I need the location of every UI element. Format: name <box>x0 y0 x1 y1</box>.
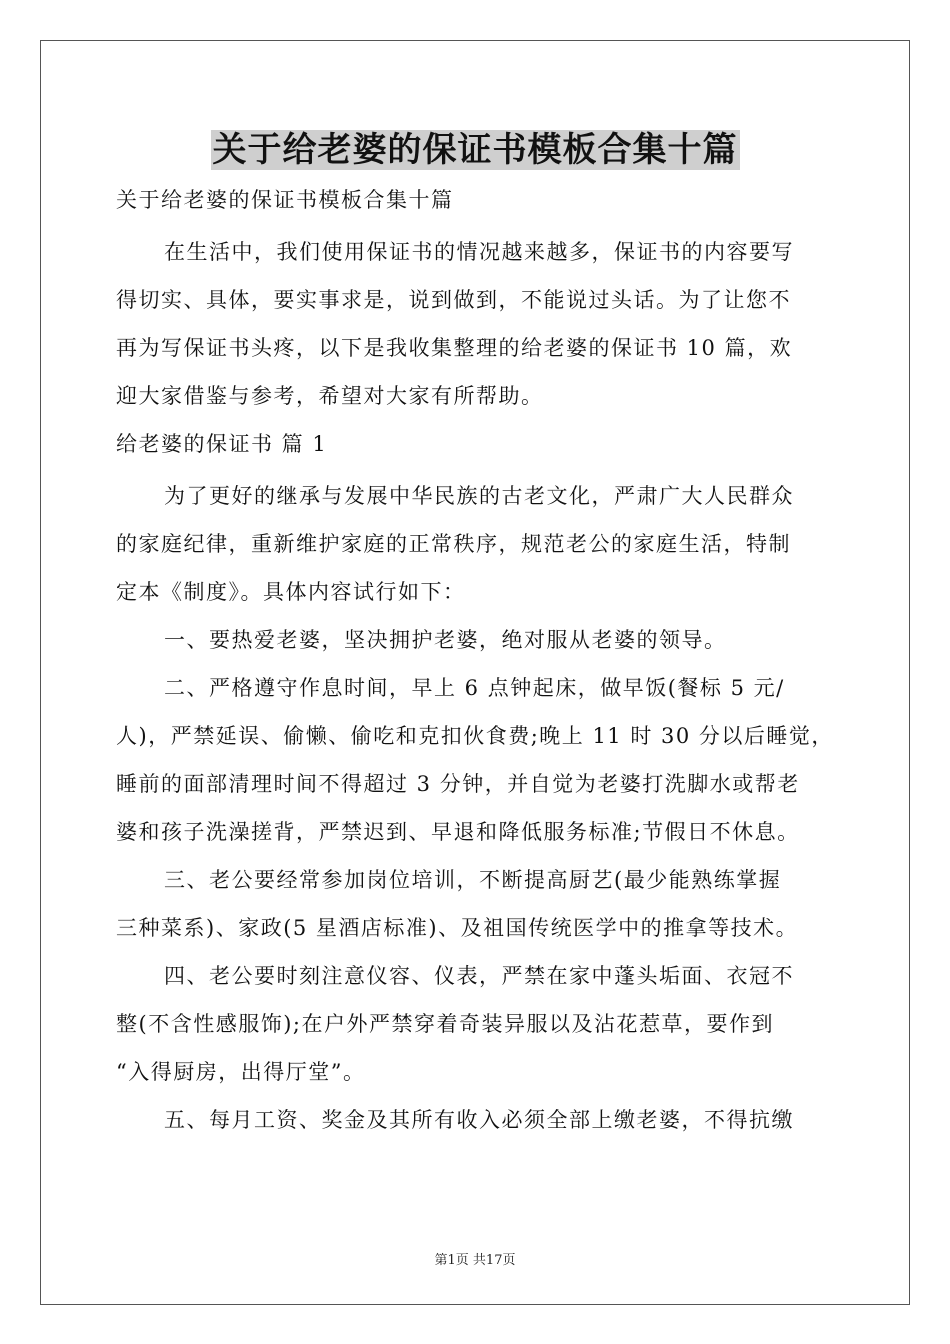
subtitle-line: 关于给老婆的保证书模板合集十篇 <box>116 188 454 212</box>
intro-paragraph-line-2: 得切实、具体，要实事求是，说到做到，不能说过头话。为了让您不 <box>116 288 791 312</box>
intro-paragraph-line-1: 在生活中，我们使用保证书的情况越来越多，保证书的内容要写 <box>164 240 794 264</box>
intro-paragraph-line-4: 迎大家借鉴与参考，希望对大家有所帮助。 <box>116 384 544 408</box>
rule-5-line-1: 五、每月工资、奖金及其所有收入必须全部上缴老婆，不得抗缴 <box>164 1108 794 1132</box>
page-number-footer: 第1页 共17页 <box>434 1253 516 1268</box>
document-body <box>116 176 838 1144</box>
document-title-text: 关于给老婆的保证书模板合集十篇 <box>212 130 738 170</box>
rule-4-line-1: 四、老公要时刻注意仪容、仪表，严禁在家中蓬头垢面、衣冠不 <box>164 964 794 988</box>
body-line-2: 的家庭纪律，重新维护家庭的正常秩序，规范老公的家庭生活，特制 <box>116 532 791 556</box>
rule-2-line-2: 人)，严禁延误、偷懒、偷吃和克扣伙食费;晚上 11 时 30 分以后睡觉， <box>116 724 834 748</box>
rule-1-line: 一、要热爱老婆，坚决拥护老婆，绝对服从老婆的领导。 <box>164 628 727 652</box>
rule-3-line-2: 三种菜系)、家政(5 星酒店标准)、及祖国传统医学中的推拿等技术。 <box>116 916 799 940</box>
document-title <box>0 128 950 172</box>
rule-4-line-3: “入得厨房，出得厅堂”。 <box>116 1060 366 1084</box>
intro-paragraph-line-3: 再为写保证书头疼，以下是我收集整理的给老婆的保证书 10 篇，欢 <box>116 336 793 360</box>
rule-2-line-4: 婆和孩子洗澡搓背，严禁迟到、早退和降低服务标准;节假日不休息。 <box>116 820 800 844</box>
rule-2-line-1: 二、严格遵守作息时间，早上 6 点钟起床，做早饭(餐标 5 元/ <box>164 676 785 700</box>
rule-4-line-2: 整(不含性感服饰);在户外严禁穿着奇装异服以及沾花惹草，要作到 <box>116 1012 774 1036</box>
body-line-3: 定本《制度》。具体内容试行如下： <box>116 580 466 604</box>
rule-3-line-1: 三、老公要经常参加岗位培训，不断提高厨艺(最少能熟练掌握 <box>164 868 782 892</box>
section-heading-1: 给老婆的保证书 篇 1 <box>116 432 328 456</box>
rule-2-line-3: 睡前的面部清理时间不得超过 3 分钟，并自觉为老婆打洗脚水或帮老 <box>116 772 800 796</box>
body-line-1: 为了更好的继承与发展中华民族的古老文化，严肃广大人民群众 <box>164 484 794 508</box>
